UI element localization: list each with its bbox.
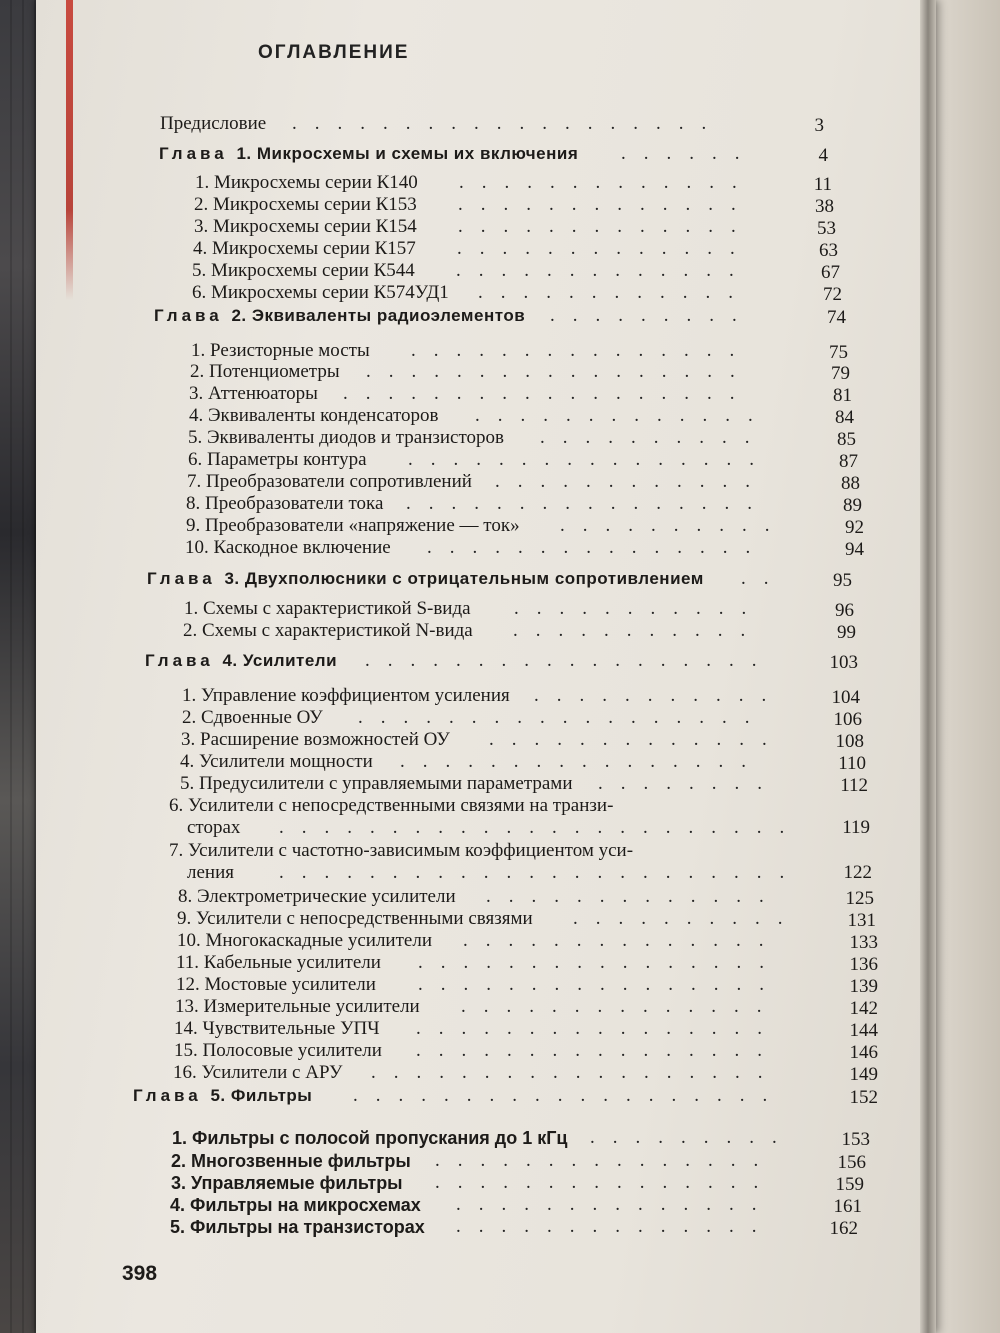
leader-dots: ........... bbox=[534, 685, 785, 706]
toc-chapter bbox=[154, 305, 846, 328]
toc-item bbox=[192, 260, 840, 283]
toc-page-number: 131 bbox=[847, 910, 876, 931]
toc-page-number: 112 bbox=[840, 775, 868, 796]
toc-page-number: 142 bbox=[849, 998, 878, 1019]
chapter-prefix: Глава bbox=[154, 306, 232, 325]
toc-entry-label: 2. Многозвенные фильтры bbox=[171, 1151, 411, 1171]
toc-entry-label bbox=[133, 1085, 312, 1107]
toc-entry-label bbox=[159, 143, 578, 165]
toc-item bbox=[181, 729, 864, 752]
leader-dots: ........ bbox=[598, 773, 780, 794]
leader-dots: ............. bbox=[486, 886, 782, 907]
toc-page-number: 67 bbox=[821, 262, 840, 283]
toc-entry-label: 9. Преобразователи «напряжение — ток» bbox=[186, 515, 520, 536]
toc-item bbox=[171, 1172, 864, 1195]
leader-dots: ................ bbox=[408, 449, 772, 470]
chapter-title: 5. Фильтры bbox=[210, 1086, 313, 1105]
toc-entry-label: 1. Резисторные мосты bbox=[191, 340, 370, 361]
toc-entry-label: 12. Мостовые усилители bbox=[176, 974, 376, 995]
toc-entry-label: 4. Усилители мощности bbox=[180, 751, 373, 772]
leader-dots: ................ bbox=[416, 1018, 780, 1039]
toc-entry-label: 16. Усилители с АРУ bbox=[173, 1062, 343, 1083]
toc-page-number: 79 bbox=[831, 363, 850, 384]
toc-item bbox=[172, 1127, 870, 1150]
toc-page-number: 108 bbox=[835, 731, 864, 752]
leader-dots: ................ bbox=[416, 1040, 780, 1061]
toc-page-number: 99 bbox=[837, 622, 856, 643]
chapter-prefix: Глава bbox=[145, 651, 223, 670]
toc-item bbox=[160, 113, 824, 136]
toc-entry-label: 10. Многокаскадные усилители bbox=[177, 930, 432, 951]
toc-page-number: 96 bbox=[835, 600, 854, 621]
toc-item bbox=[193, 238, 838, 261]
toc-entry-label: 3. Аттенюаторы bbox=[189, 383, 318, 404]
toc-entry-label: 3. Управляемые фильтры bbox=[171, 1173, 403, 1193]
chapter-title: 2. Эквиваленты радиоэлементов bbox=[231, 306, 526, 325]
leader-dots: ............ bbox=[478, 282, 751, 303]
leader-dots: ...... bbox=[621, 143, 758, 164]
toc-item bbox=[194, 194, 834, 217]
toc-entry-label: Предисловие bbox=[160, 113, 267, 134]
toc-entry-label: 7. Преобразователи сопротивлений bbox=[187, 471, 472, 492]
toc-page-number: 136 bbox=[849, 954, 878, 975]
toc-entry-label: 2. Сдвоенные ОУ bbox=[182, 707, 323, 728]
toc-item bbox=[188, 449, 858, 472]
toc-item bbox=[170, 1216, 858, 1239]
toc-item bbox=[173, 1062, 878, 1085]
toc-item bbox=[176, 974, 878, 997]
toc-chapter bbox=[133, 1085, 878, 1108]
leader-dots: .............. bbox=[463, 930, 782, 951]
toc-entry-label: 2. Потенциометры bbox=[190, 361, 340, 382]
leader-dots: ........... bbox=[513, 620, 764, 641]
toc-entry-label: 9. Усилители с непосредственными связями bbox=[177, 908, 533, 929]
leader-dots: .............. bbox=[456, 1194, 775, 1215]
toc-item bbox=[170, 1194, 862, 1217]
toc-item bbox=[171, 1150, 866, 1173]
toc-item bbox=[188, 427, 856, 450]
leader-dots: ............. bbox=[456, 260, 752, 281]
toc-page-number: 53 bbox=[817, 218, 836, 239]
toc-page-number: 81 bbox=[833, 385, 852, 406]
toc-page-number: 119 bbox=[842, 817, 870, 838]
toc-page-number: 159 bbox=[835, 1174, 864, 1195]
toc-item bbox=[169, 840, 872, 883]
toc-page-number: 95 bbox=[833, 570, 852, 591]
toc-chapter bbox=[159, 143, 828, 166]
toc-page-number: 74 bbox=[827, 307, 846, 328]
toc-page-number: 162 bbox=[829, 1218, 858, 1239]
toc-page-number: 4 bbox=[818, 145, 828, 166]
leader-dots: .......... bbox=[560, 515, 788, 536]
toc-item bbox=[186, 515, 864, 538]
leader-dots: ................ bbox=[406, 493, 770, 514]
toc-entry-label: 1. Микросхемы серии К140 bbox=[195, 172, 418, 193]
toc-page-number: 146 bbox=[849, 1042, 878, 1063]
toc-item bbox=[189, 383, 852, 406]
leader-dots: ......... bbox=[590, 1127, 795, 1148]
toc-page-number: 85 bbox=[837, 429, 856, 450]
toc-page-number: 75 bbox=[829, 342, 848, 363]
leader-dots: ............. bbox=[458, 194, 754, 215]
toc-item bbox=[189, 405, 854, 428]
toc-item bbox=[177, 930, 878, 953]
leader-dots: ....................... bbox=[279, 862, 803, 883]
toc-entry-label: 4. Эквиваленты конденсаторов bbox=[189, 405, 439, 426]
leader-dots: ............. bbox=[459, 172, 755, 193]
toc-entry-label: 14. Чувствительные УПЧ bbox=[174, 1018, 380, 1039]
toc-page-number: 38 bbox=[815, 196, 834, 217]
leader-dots: ............... bbox=[435, 1150, 777, 1171]
toc-entry-label bbox=[154, 305, 525, 327]
leader-dots: .................. bbox=[371, 1062, 781, 1083]
leader-dots: ........... bbox=[514, 598, 765, 619]
toc-page-number: 153 bbox=[841, 1129, 870, 1150]
toc-entry-label: 6. Параметры контура bbox=[188, 449, 367, 470]
toc-item bbox=[177, 908, 876, 931]
toc-page-number: 156 bbox=[837, 1152, 866, 1173]
toc-entry-label: 6. Микросхемы серии К574УД1 bbox=[192, 282, 449, 303]
leader-dots: ....................... bbox=[279, 817, 803, 838]
toc-entry-label: 5. Эквиваленты диодов и транзисторов bbox=[188, 427, 504, 448]
toc-entry-label: 1. Фильтры с полосой пропускания до 1 кГц bbox=[172, 1128, 568, 1148]
leader-dots: ................... bbox=[353, 1085, 786, 1106]
toc-entry-continuation: ления bbox=[187, 862, 234, 883]
toc-item bbox=[185, 537, 864, 560]
toc-page-number: 11 bbox=[813, 174, 832, 195]
toc-item bbox=[182, 707, 862, 730]
toc-entry-label: 5. Фильтры на транзисторах bbox=[170, 1217, 425, 1237]
toc-page-number: 106 bbox=[833, 709, 862, 730]
toc-page-number: 133 bbox=[849, 932, 878, 953]
toc-item bbox=[183, 620, 856, 643]
leader-dots: .............. bbox=[456, 1216, 775, 1237]
toc-entry-label: 11. Кабельные усилители bbox=[176, 952, 381, 973]
leader-dots: ............... bbox=[435, 1172, 777, 1193]
toc-page-number: 3 bbox=[814, 115, 824, 136]
toc-item bbox=[169, 795, 870, 838]
toc-page-number: 92 bbox=[845, 517, 864, 538]
toc-item bbox=[175, 996, 878, 1019]
leader-dots: .............. bbox=[461, 996, 780, 1017]
toc-item bbox=[195, 172, 832, 195]
toc-entry-label: 13. Измерительные усилители bbox=[175, 996, 420, 1017]
toc-item bbox=[182, 685, 860, 708]
page-title: ОГЛАВЛЕНИЕ bbox=[258, 42, 410, 63]
toc-page-number: 87 bbox=[839, 451, 858, 472]
toc-entry-label: 5. Микросхемы серии К544 bbox=[192, 260, 415, 281]
toc-page-number: 161 bbox=[833, 1196, 862, 1217]
toc-entry-label: 4. Фильтры на микросхемах bbox=[170, 1195, 421, 1215]
toc-page-number: 122 bbox=[843, 862, 872, 883]
toc-entry-label: 1. Управление коэффициентом усиления bbox=[182, 685, 510, 706]
toc-item bbox=[174, 1018, 878, 1041]
toc-entry-label: 4. Микросхемы серии К157 bbox=[193, 238, 416, 259]
leader-dots: .................. bbox=[343, 383, 753, 404]
chapter-title: 1. Микросхемы и схемы их включения bbox=[236, 144, 579, 163]
toc-page-number: 88 bbox=[841, 473, 860, 494]
toc-entry-label: 10. Каскодное включение bbox=[185, 537, 391, 558]
toc-entry-label bbox=[147, 568, 704, 590]
chapter-prefix: Глава bbox=[159, 144, 237, 163]
toc-item bbox=[194, 216, 836, 239]
toc-entry-label bbox=[145, 650, 337, 672]
leader-dots: ................ bbox=[418, 952, 782, 973]
toc-page-number: 110 bbox=[838, 753, 866, 774]
chapter-title: 3. Двухполюсники с отрицательным сопротивлением bbox=[224, 569, 704, 588]
toc-item bbox=[192, 282, 842, 305]
toc-entry-label: 1. Схемы с характеристикой S-вида bbox=[184, 598, 471, 619]
toc-page-number: 89 bbox=[843, 495, 862, 516]
toc-item bbox=[190, 361, 850, 384]
toc-item bbox=[180, 773, 868, 796]
toc-item bbox=[174, 1040, 878, 1063]
toc-entry-label: 6. Усилители с непосредственными связями на транзи- bbox=[169, 795, 614, 816]
toc-entry-label: 3. Расширение возможностей ОУ bbox=[181, 729, 450, 750]
toc-page-number: 103 bbox=[829, 652, 858, 673]
toc-page-number: 139 bbox=[849, 976, 878, 997]
leader-dots: ............. bbox=[457, 238, 753, 259]
leader-dots: ............. bbox=[458, 216, 754, 237]
leader-dots: .................. bbox=[358, 707, 768, 728]
leader-dots: ......... bbox=[550, 305, 755, 326]
toc-item bbox=[187, 471, 860, 494]
leader-dots: ................ bbox=[418, 974, 782, 995]
leader-dots: .......... bbox=[573, 908, 801, 929]
leader-dots: ............. bbox=[489, 729, 785, 750]
toc-entry-label: 2. Микросхемы серии К153 bbox=[194, 194, 417, 215]
toc-entry-label: 15. Полосовые усилители bbox=[174, 1040, 382, 1061]
toc-page-number: 63 bbox=[819, 240, 838, 261]
leader-dots: ............... bbox=[411, 340, 753, 361]
leader-dots: ................... bbox=[292, 113, 725, 134]
toc-item bbox=[176, 952, 878, 975]
leader-dots: ............... bbox=[427, 537, 769, 558]
leader-dots: ............. bbox=[475, 405, 771, 426]
toc-entry-label: 5. Предусилители с управляемыми параметрами bbox=[180, 773, 573, 794]
toc-page-number: 152 bbox=[849, 1087, 878, 1108]
leader-dots: ................. bbox=[366, 361, 753, 382]
toc-chapter bbox=[145, 650, 858, 673]
chapter-title: 4. Усилители bbox=[222, 651, 338, 670]
toc-page-number: 72 bbox=[823, 284, 842, 305]
toc-page-number: 104 bbox=[831, 687, 860, 708]
toc-item bbox=[184, 598, 854, 621]
toc-item bbox=[191, 340, 848, 363]
toc-page-number: 144 bbox=[849, 1020, 878, 1041]
toc-page-number: 84 bbox=[835, 407, 854, 428]
toc-entry-label: 3. Микросхемы серии К154 bbox=[194, 216, 417, 237]
chapter-prefix: Глава bbox=[133, 1086, 211, 1105]
toc-page-number: 149 bbox=[849, 1064, 878, 1085]
toc-entry-continuation: сторах bbox=[187, 817, 241, 838]
page-number: 398 bbox=[122, 1262, 158, 1285]
toc-item bbox=[186, 493, 862, 516]
leader-dots: .......... bbox=[540, 427, 768, 448]
toc-page-number: 125 bbox=[845, 888, 874, 909]
leader-dots: .. bbox=[741, 568, 787, 589]
toc-page-number: 94 bbox=[845, 539, 864, 560]
toc-item bbox=[178, 886, 874, 909]
leader-dots: ............ bbox=[495, 471, 768, 492]
leader-dots: ................ bbox=[400, 751, 764, 772]
toc-item bbox=[180, 751, 866, 774]
toc-entry-label: 8. Преобразователи тока bbox=[186, 493, 384, 514]
toc-entry-label: 7. Усилители с частотно-зависимым коэффициентом уси- bbox=[169, 840, 634, 861]
toc-chapter bbox=[147, 568, 852, 591]
toc-entry-label: 2. Схемы с характеристикой N-вида bbox=[183, 620, 473, 641]
toc-entry-label: 8. Электрометрические усилители bbox=[178, 886, 456, 907]
chapter-prefix: Глава bbox=[147, 569, 225, 588]
leader-dots: .................. bbox=[365, 650, 775, 671]
